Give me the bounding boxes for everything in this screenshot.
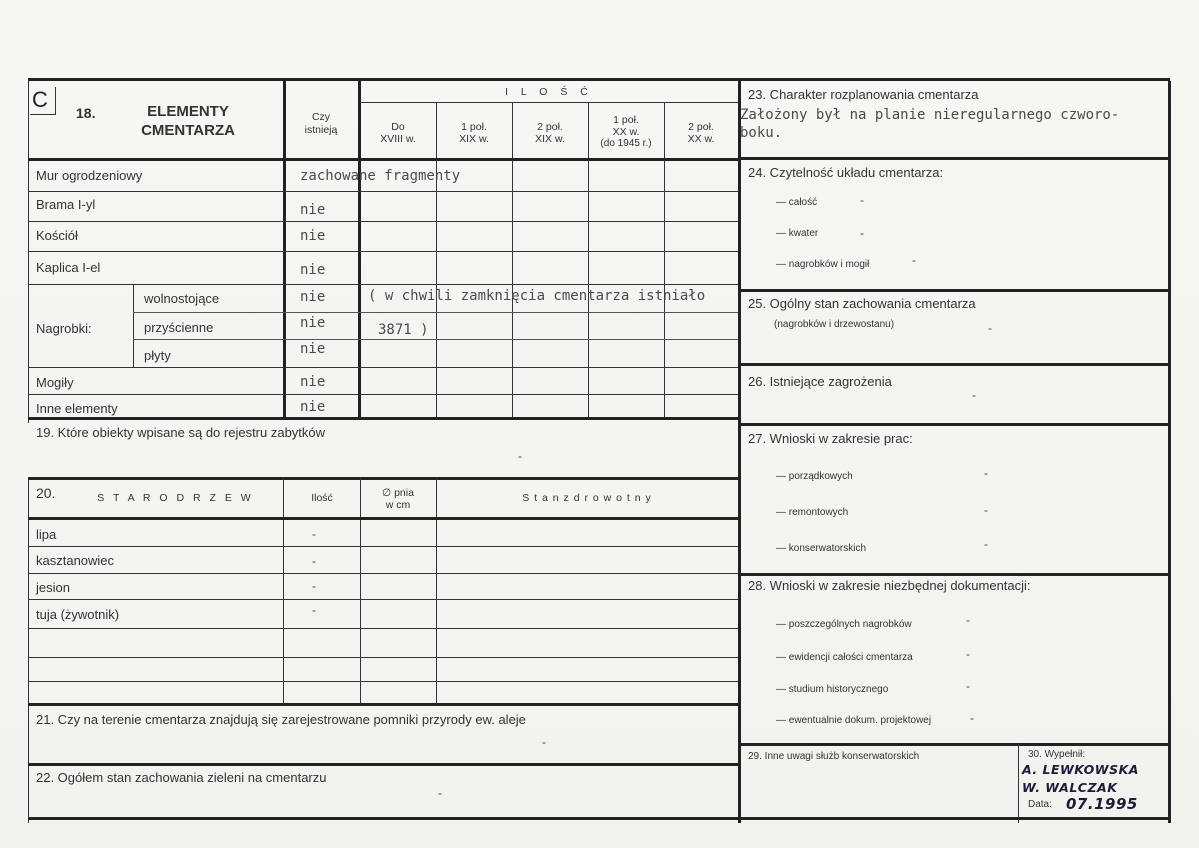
q30-divider xyxy=(1018,743,1019,823)
q28-item-1-value: - xyxy=(966,613,970,627)
col3-l1: 2 poł. xyxy=(537,121,563,133)
q30-name2: W. WALCZAK xyxy=(1022,780,1118,795)
tree-row-4-value: - xyxy=(312,603,316,617)
tree-line-1 xyxy=(28,546,738,547)
trees-col-1 xyxy=(283,477,284,703)
ilosc-underline xyxy=(360,102,738,103)
col-divider-3 xyxy=(588,102,589,417)
trees-col-3 xyxy=(436,477,437,703)
q21-label: 21. Czy na terenie cmentarza znajdują się zarejestrowane pomniki przyrody ew. aleje xyxy=(36,712,526,727)
tree-row-1-value: - xyxy=(312,527,316,541)
q27-bottom-line xyxy=(738,573,1170,576)
tree-row-2-value: - xyxy=(312,554,316,568)
row-mur-label: Mur ogrodzeniowy xyxy=(36,168,143,183)
section-number: 18. xyxy=(76,105,96,121)
trees-header-line xyxy=(28,517,738,520)
tree-line-5 xyxy=(28,657,738,658)
cemetery-form xyxy=(28,78,1170,820)
q27-label: 27. Wnioski w zakresie prac: xyxy=(748,431,913,446)
left-border-lower xyxy=(28,477,29,823)
row-brama-label: Brama I-yl xyxy=(36,197,96,212)
row-kaplica-label: Kaplica I-el xyxy=(36,260,101,275)
row-plyty-value: nie xyxy=(300,341,326,357)
section18-bottom-line xyxy=(28,417,738,420)
note-line1: ( w chwili zamknięcia cmentarza istniało xyxy=(368,288,706,304)
row-line-5 xyxy=(133,312,738,313)
col-divider-2 xyxy=(512,102,513,417)
q28-item-4-value: - xyxy=(970,711,974,725)
trees-pnia-l1: ∅ pnia xyxy=(382,487,414,499)
note-line2: 3871 ) xyxy=(378,322,429,338)
q27-item-1-label: — porządkowych xyxy=(776,471,853,482)
q21-value: - xyxy=(542,735,546,749)
tree-line-4 xyxy=(28,628,738,629)
tree-line-6 xyxy=(28,681,738,682)
tree-row-1-name: lipa xyxy=(36,527,57,542)
q26-bottom-line xyxy=(738,423,1170,426)
header-bottom-line xyxy=(28,158,738,161)
q24-item-2-value: - xyxy=(860,226,864,240)
col-divider-1 xyxy=(436,102,437,417)
section-letter: C xyxy=(32,87,48,112)
q27-item-2-value: - xyxy=(984,503,988,517)
row-inne-label: Inne elementy xyxy=(36,401,118,416)
col1-l1: Do xyxy=(391,121,405,133)
q28-item-2-value: - xyxy=(966,647,970,661)
row-line-6 xyxy=(133,339,738,340)
trees-stan-header: S t a n z d r o w o t n y xyxy=(522,492,652,504)
row-line-1 xyxy=(28,191,738,192)
row-wolnostojace-label: wolnostojące xyxy=(144,291,220,306)
q19-value: - xyxy=(518,449,522,463)
nagrobki-divider xyxy=(133,284,134,367)
q25-value: - xyxy=(988,321,992,335)
row-line-7 xyxy=(28,367,738,368)
q27-item-1-value: - xyxy=(984,466,988,480)
tree-row-3-name: jesion xyxy=(36,580,70,595)
row-inne-value: nie xyxy=(300,399,326,415)
row-kaplica-value: nie xyxy=(300,262,326,278)
q22-label: 22. Ogółem stan zachowania zieleni na cmentarzu xyxy=(36,770,327,785)
q28-item-4-label: — ewentualnie dokum. projektowej xyxy=(776,715,932,726)
tree-row-4-name: tuja (żywotnik) xyxy=(36,607,120,622)
row-mogily-value: nie xyxy=(300,374,326,390)
section-title-line1: ELEMENTY xyxy=(147,103,229,120)
row-line-4 xyxy=(28,284,738,285)
row-przyscienne-value: nie xyxy=(300,315,326,331)
row-line-2 xyxy=(28,221,738,222)
q24-bottom-line xyxy=(738,289,1170,292)
q26-value: - xyxy=(972,388,976,402)
q23-value-l1: Założony był na planie nieregularnego czworo- xyxy=(740,107,1120,123)
trees-bottom-line xyxy=(28,703,738,706)
row-brama-value: nie xyxy=(300,202,326,218)
row-kosciol-value: nie xyxy=(300,228,326,244)
row-przyscienne-label: przyścienne xyxy=(144,320,214,335)
q29-label: 29. Inne uwagi służb konserwatorskich xyxy=(748,751,920,762)
right-border xyxy=(1168,81,1171,823)
tree-line-3 xyxy=(28,599,738,600)
q27-item-3-value: - xyxy=(984,537,988,551)
section-title-line2: CMENTARZA xyxy=(141,122,235,139)
q24-item-1-label: — całość xyxy=(776,197,818,208)
col4-l2: XX w. xyxy=(612,126,640,138)
row-line-8 xyxy=(28,394,738,395)
trees-ilosc-header: Ilość xyxy=(311,492,333,504)
left-border xyxy=(28,81,29,423)
header-ilosc: I L O Ś Ć xyxy=(505,86,593,98)
col5-l2: XX w. xyxy=(687,133,715,145)
q28-item-3-label: — studium historycznego xyxy=(776,684,889,695)
q21-bottom-line xyxy=(28,763,738,766)
q22-value: - xyxy=(438,786,442,800)
col3-l2: XIX w. xyxy=(535,133,565,145)
trees-pnia-l2: w cm xyxy=(385,499,411,511)
header-czy-l1: Czy xyxy=(311,111,331,123)
q23-label: 23. Charakter rozplanowania cmentarza xyxy=(748,87,979,102)
trees-header: S T A R O D R Z E W xyxy=(97,492,254,504)
tree-row-2-name: kasztanowiec xyxy=(36,553,115,568)
row-line-3 xyxy=(28,251,738,252)
row-plyty-label: płyty xyxy=(144,348,171,363)
q28-item-1-label: — poszczególnych nagrobków xyxy=(776,619,912,630)
tree-line-2 xyxy=(28,573,738,574)
q24-label: 24. Czytelność układu cmentarza: xyxy=(748,165,944,180)
q19-bottom-line xyxy=(28,477,738,480)
col2-l2: XIX w. xyxy=(459,133,489,145)
q25-bottom-line xyxy=(738,363,1170,366)
q30-label: 30. Wypełnił: xyxy=(1028,749,1086,760)
q28-label: 28. Wnioski w zakresie niezbędnej dokumentacji: xyxy=(748,578,1031,593)
q19-label: 19. Które obiekty wpisane są do rejestru zabytków xyxy=(36,425,326,440)
tree-row-3-value: - xyxy=(312,579,316,593)
col2-l1: 1 poł. xyxy=(461,121,487,133)
col4-l3: (do 1945 r.) xyxy=(600,138,652,149)
col5-l1: 2 poł. xyxy=(688,121,714,133)
col1-l2: XVIII w. xyxy=(380,133,416,145)
row-mur-value: zachowane fragmenty xyxy=(300,168,461,184)
q24-item-3-label: — nagrobków i mogił xyxy=(776,259,870,270)
q27-item-3-label: — konserwatorskich xyxy=(776,543,867,554)
q25-sublabel: (nagrobków i drzewostanu) xyxy=(774,319,895,330)
q27-item-2-label: — remontowych xyxy=(776,507,849,518)
center-divider xyxy=(738,81,741,823)
q23-value-l2: boku. xyxy=(740,125,783,141)
trees-number: 20. xyxy=(36,485,56,501)
row-nagrobki-label: Nagrobki: xyxy=(36,321,92,336)
q28-bottom-line xyxy=(738,743,1170,746)
col-divider-4 xyxy=(664,102,665,417)
q23-bottom-line xyxy=(738,157,1170,160)
q26-label: 26. Istniejące zagrożenia xyxy=(748,374,892,389)
col4-l1: 1 poł. xyxy=(613,114,639,126)
q30-date-value: 07.1995 xyxy=(1066,795,1138,813)
q24-item-2-label: — kwater xyxy=(776,228,819,239)
header-czy-l2: istnieją xyxy=(304,124,338,136)
row-kosciol-label: Kościół xyxy=(36,228,78,243)
row-mogily-label: Mogiły xyxy=(36,375,74,390)
q25-label: 25. Ogólny stan zachowania cmentarza xyxy=(748,296,976,311)
q30-date-label: Data: xyxy=(1028,799,1052,810)
q24-item-1-value: - xyxy=(860,193,864,207)
q24-item-3-value: - xyxy=(912,253,916,267)
q28-item-3-value: - xyxy=(966,679,970,693)
q28-item-2-label: — ewidencji całości cmentarza xyxy=(776,652,913,663)
q30-name1: A. LEWKOWSKA xyxy=(1022,762,1139,777)
row-wolnostojace-value: nie xyxy=(300,289,326,305)
